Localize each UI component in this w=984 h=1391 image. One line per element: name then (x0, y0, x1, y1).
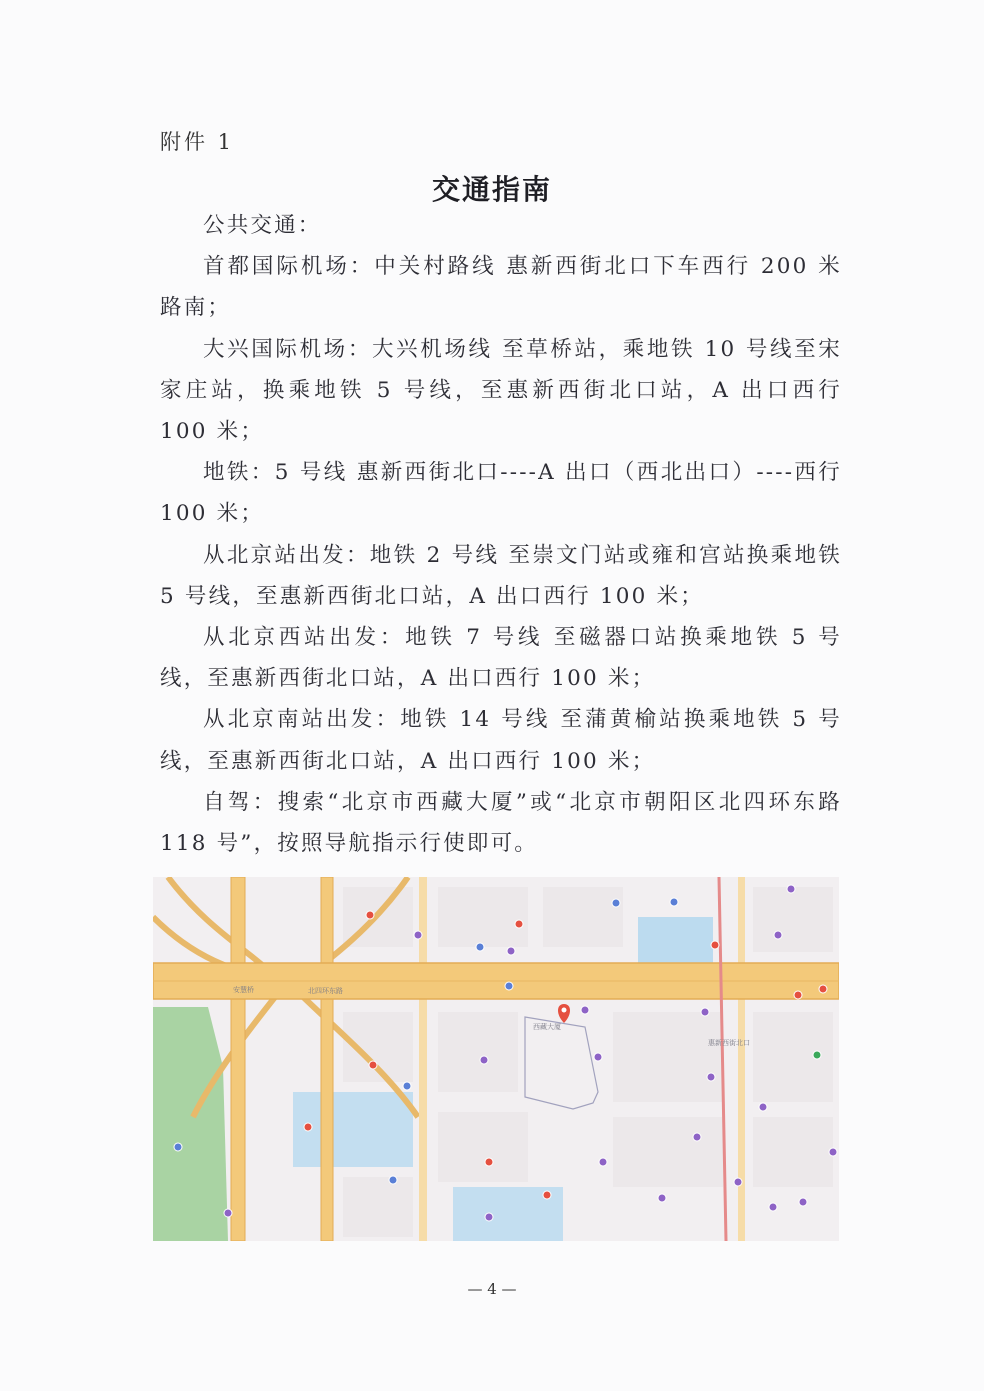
map-block (343, 1177, 413, 1237)
map-poi-icon (612, 899, 620, 907)
map-poi-icon (304, 1123, 312, 1131)
map-poi-icon (599, 1158, 607, 1166)
map-block (753, 887, 833, 952)
map-poi-icon (799, 1198, 807, 1206)
map-block (543, 887, 623, 947)
map-label-destination: 西藏大厦 (533, 1023, 561, 1031)
paragraph-beijing-station: 从北京站出发：地铁 2 号线 至崇文门站或雍和宫站换乘地铁 5 号线，至惠新西街北口站，A 出口西行 100 米； (160, 542, 842, 609)
map-poi-icon (515, 920, 523, 928)
map-label-station: 惠新西街北口 (708, 1039, 750, 1047)
paragraph-subway: 地铁：5 号线 惠新西街北口----A 出口（西北出口）----西行 100 米； (160, 460, 842, 527)
map-poi-icon (543, 1191, 551, 1199)
map-block (753, 1117, 833, 1187)
paragraph-capital-airport: 首都国际机场：中关村路线 惠新西街北口下车西行 200 米路南； (160, 254, 842, 321)
map-poi-icon (594, 1053, 602, 1061)
page-title: 交通指南 (431, 173, 552, 206)
map-poi-icon (485, 1158, 493, 1166)
location-map (153, 877, 839, 1241)
paragraph-beijing-south: 从北京南站出发：地铁 14 号线 至蒲黄榆站换乘地铁 5 号线，至惠新西街北口站，A 出口西行 100 米； (160, 707, 842, 774)
map-block (613, 1012, 723, 1102)
map-block (438, 1012, 518, 1092)
map-poi-icon (819, 985, 827, 993)
map-poi-icon (794, 991, 802, 999)
map-poi-icon (829, 1148, 837, 1156)
map-poi-icon (774, 931, 782, 939)
map-poi-icon (485, 1213, 493, 1221)
map-poi-icon (507, 947, 515, 955)
map-poi-icon (403, 1082, 411, 1090)
page-number: — 4 — (467, 1280, 517, 1298)
map-poi-icon (670, 898, 678, 906)
map-poi-icon (787, 885, 795, 893)
map-water (638, 917, 713, 967)
paragraph-beijing-west: 从北京西站出发：地铁 7 号线 至磁器口站换乘地铁 5 号线，至惠新西街北口站，A 出口西行 100 米； (160, 625, 842, 692)
map-poi-icon (224, 1209, 232, 1217)
map-poi-icon (734, 1178, 742, 1186)
body-text (160, 205, 842, 864)
paragraph-public-transport: 公共交通： (203, 213, 322, 238)
map-poi-icon (693, 1133, 701, 1141)
map-block (438, 887, 528, 947)
map-label-ring-road: 北四环东路 (308, 987, 343, 995)
map-poi-icon (369, 1061, 377, 1069)
map-poi-icon (476, 943, 484, 951)
map-poi-icon (813, 1051, 821, 1059)
map-poi-icon (366, 911, 374, 919)
map-label-west-bridge: 安慧桥 (233, 986, 254, 994)
attachment-label: 附件 1 (160, 130, 235, 154)
map-poi-icon (658, 1194, 666, 1202)
map-poi-icon (701, 1008, 709, 1016)
map-poi-icon (759, 1103, 767, 1111)
map-poi-icon (769, 1203, 777, 1211)
map-block (438, 1112, 528, 1182)
map-park (153, 1007, 228, 1241)
map-poi-icon (414, 931, 422, 939)
map-road-vertical (738, 877, 745, 1241)
map-block (613, 1117, 723, 1187)
map-poi-icon (711, 941, 719, 949)
map-poi-icon (480, 1056, 488, 1064)
map-poi-icon (707, 1073, 715, 1081)
paragraph-daxing-airport: 大兴国际机场：大兴机场线 至草桥站，乘地铁 10 号线至宋家庄站，换乘地铁 5 号线，至惠新西街北口站，A 出口西行 100 米； (160, 336, 842, 445)
paragraph-self-drive: 自驾：搜索“北京市西藏大厦”或“北京市朝阳区北四环东路 118 号”，按照导航指示行使即可。 (160, 789, 842, 857)
map-road-vertical (231, 877, 245, 1241)
map-poi-icon (174, 1143, 182, 1151)
map-poi-icon (581, 1006, 589, 1014)
map-poi-icon (389, 1176, 397, 1184)
map-poi-icon (505, 982, 513, 990)
map-road-vertical (321, 877, 333, 1241)
